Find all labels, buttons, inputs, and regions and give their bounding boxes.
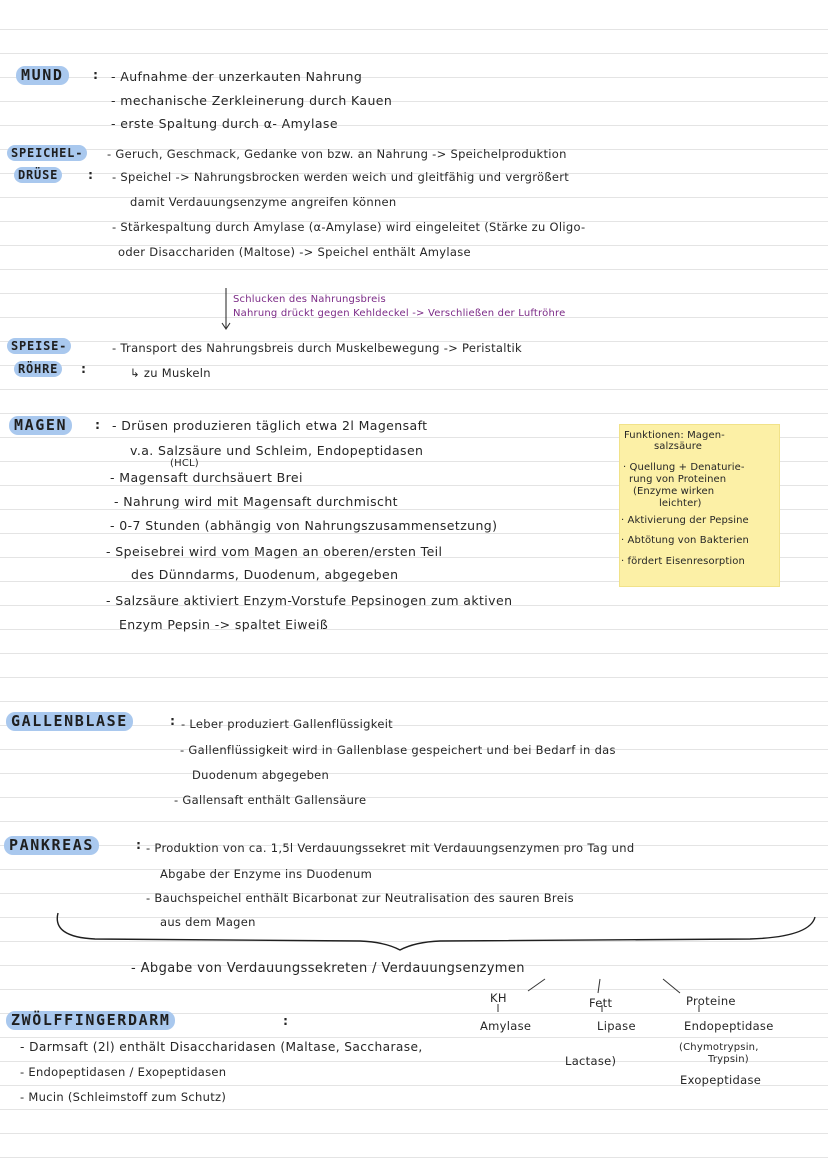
sticky-note-item: · Quellung + Denaturie- [623, 462, 745, 473]
heading-speiseroehre-2: RÖHRE [14, 361, 62, 377]
note-line: - Drüsen produzieren täglich etwa 2l Magensaft [112, 418, 428, 433]
heading-speicheldruese-1: SPEICHEL- [7, 145, 87, 161]
note-line: - Endopeptidasen / Exopeptidasen [20, 1065, 227, 1079]
note-line: - Geruch, Geschmack, Gedanke von bzw. an Nahrung -> Speichelproduktion [107, 147, 567, 161]
sticky-note-item: · Abtötung von Bakterien [621, 535, 749, 546]
note-line: - Mucin (Schleimstoff zum Schutz) [20, 1090, 227, 1104]
colon: : [95, 417, 101, 432]
colon: : [136, 837, 142, 852]
note-line: - Stärkespaltung durch Amylase (α-Amylase) wird eingeleitet (Stärke zu Oligo- [112, 220, 586, 234]
note-line: des Dünndarms, Duodenum, abgegeben [131, 567, 399, 582]
down-arrow-icon [220, 287, 232, 333]
sticky-note-item: · Aktivierung der Pepsine [621, 515, 749, 526]
note-line: oder Disacchariden (Maltose) -> Speichel enthält Amylase [118, 245, 471, 259]
tree-label-lipase: Lipase [597, 1019, 636, 1033]
sticky-note-item: (Enzyme wirken [633, 486, 715, 497]
note-line: - Transport des Nahrungsbreis durch Muskelbewegung -> Peristaltik [112, 341, 522, 355]
heading-gallenblase: GALLENBLASE [6, 712, 133, 731]
sticky-note-title: Funktionen: Magen- [624, 430, 725, 441]
sticky-note-item: · fördert Eisenresorption [621, 556, 745, 567]
heading-speicheldruese-2: DRÜSE [14, 167, 62, 183]
heading-magen: MAGEN [9, 416, 72, 435]
note-line: - Speisebrei wird vom Magen an oberen/ersten Teil [106, 544, 443, 559]
heading-speiseroehre-1: SPEISE- [7, 338, 71, 354]
schlucken-title: Schlucken des Nahrungsbreis [233, 294, 386, 305]
note-line: - Gallensaft enthält Gallensäure [174, 793, 367, 807]
heading-zwoelffingerdarm: ZWÖLFFINGERDARM [6, 1011, 175, 1030]
note-line: Lactase) [565, 1054, 617, 1068]
colon: : [81, 361, 87, 376]
tree-label-endopeptidase: Endopeptidase [684, 1019, 774, 1033]
note-line: ↳ zu Muskeln [130, 366, 211, 380]
note-line: - erste Spaltung durch α- Amylase [111, 116, 338, 131]
schlucken-detail: Nahrung drückt gegen Kehldeckel -> Verschließen der Luftröhre [233, 308, 566, 319]
note-line: - Salzsäure aktiviert Enzym-Vorstufe Pepsinogen zum aktiven [106, 593, 513, 608]
heading-pankreas: PANKREAS [4, 836, 99, 855]
brace-summary: - Abgabe von Verdauungssekreten / Verdauungsenzymen [131, 961, 525, 976]
note-line: (HCL) [170, 458, 199, 469]
note-line: - Leber produziert Gallenflüssigkeit [181, 717, 393, 731]
colon: : [283, 1013, 289, 1028]
note-line: Enzym Pepsin -> spaltet Eiweiß [119, 617, 329, 632]
colon: : [170, 713, 176, 728]
note-line: - Gallenflüssigkeit wird in Gallenblase gespeichert und bei Bedarf in das [180, 743, 616, 757]
colon: : [93, 67, 99, 82]
note-line: - Aufnahme der unzerkauten Nahrung [111, 69, 363, 84]
note-line: - 0-7 Stunden (abhängig von Nahrungszusammensetzung) [110, 518, 498, 533]
note-line: - Produktion von ca. 1,5l Verdauungssekret mit Verdauungsenzymen pro Tag und [146, 841, 635, 855]
curly-brace-icon [50, 905, 820, 955]
sticky-note-item: leichter) [659, 498, 702, 509]
tree-label-kh: KH [490, 991, 507, 1005]
tree-label-proteine: Proteine [686, 994, 736, 1008]
note-line: - mechanische Zerkleinerung durch Kauen [111, 93, 393, 108]
note-line: aus dem Magen [160, 915, 256, 929]
sticky-note-title: salzsäure [654, 441, 702, 452]
tree-label-enzymes: (Chymotrypsin, [679, 1042, 759, 1053]
note-line: Abgabe der Enzyme ins Duodenum [160, 867, 373, 881]
note-line: damit Verdauungsenzyme angreifen können [130, 195, 397, 209]
note-line: - Darmsaft (2l) enthält Disaccharidasen (Maltase, Saccharase, [20, 1040, 423, 1054]
tree-label-exopeptidase: Exopeptidase [680, 1073, 762, 1087]
heading-mund: MUND [16, 66, 69, 85]
tree-label-fett: Fett [589, 996, 613, 1010]
sticky-note-salzsaeure [619, 424, 780, 587]
sticky-note-item: rung von Proteinen [629, 474, 727, 485]
note-line: - Magensaft durchsäuert Brei [110, 470, 303, 485]
tree-label-enzymes: Trypsin) [708, 1054, 749, 1065]
note-line: v.a. Salzsäure und Schleim, Endopeptidasen [130, 443, 424, 458]
note-line: - Bauchspeichel enthält Bicarbonat zur Neutralisation des sauren Breis [146, 891, 574, 905]
note-line: - Nahrung wird mit Magensaft durchmischt [114, 494, 398, 509]
note-line: Duodenum abgegeben [192, 768, 330, 782]
colon: : [88, 167, 94, 182]
note-line: - Speichel -> Nahrungsbrocken werden weich und gleitfähig und vergrößert [112, 170, 570, 184]
tree-label-amylase: Amylase [480, 1019, 532, 1033]
